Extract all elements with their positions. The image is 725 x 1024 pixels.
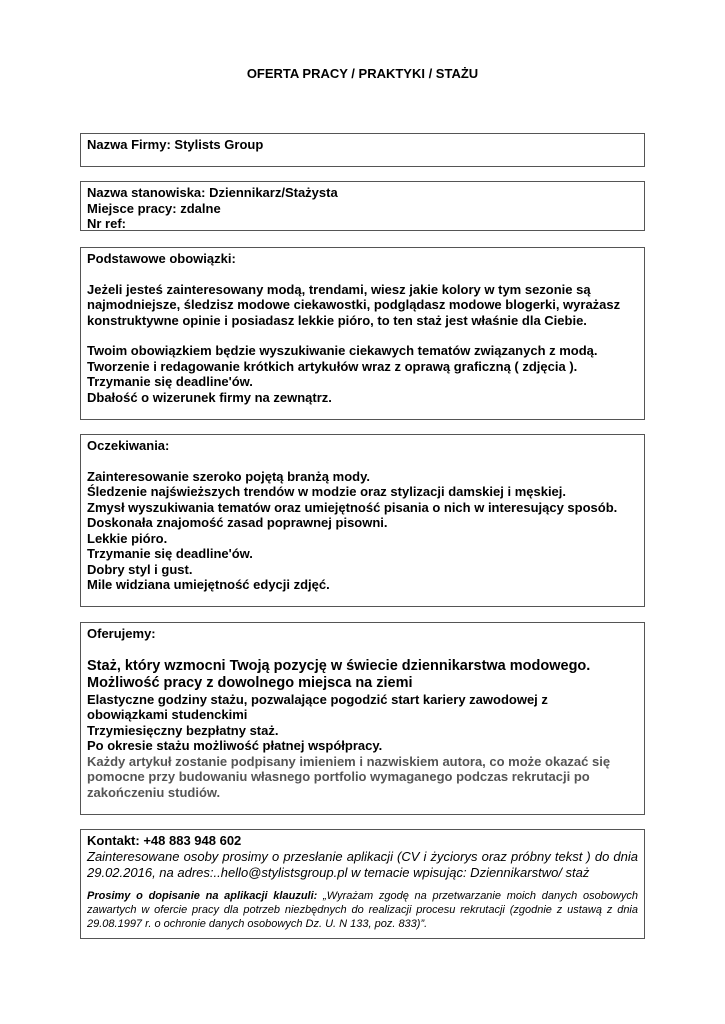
expectation-item: Dobry styl i gust. (87, 561, 193, 577)
offer-item: Trzymiesięczny bezpłatny staż. (87, 722, 279, 738)
expectation-item: Zainteresowanie szeroko pojętą branżą mody. (87, 468, 370, 484)
expectation-item: Śledzenie najświeższych trendów w modzie oraz stylizacji damskiej i męskiej. (87, 484, 567, 499)
duty-item: Dbałość o wizerunek firmy na zewnątrz. (87, 389, 332, 405)
offer-note: pomocne przy budowaniu własnego portfolio wymaganego podczas rekrutacji po (87, 769, 590, 784)
offer-heading: Oferujemy: (87, 626, 156, 641)
expectation-item: Lekkie pióro. (87, 530, 168, 546)
expectation-item: Mile widziana umiejętność edycji zdjęć. (87, 577, 330, 592)
duty-item: Twoim obowiązkiem będzie wyszukiwanie ciekawych tematów związanych z modą. (87, 343, 598, 358)
offer-item: obowiązkami studenckimi (87, 707, 248, 722)
duties-intro-line: konstruktywne opinie i posiadasz lekkie pióro, to ten staż jest właśnie dla Ciebie. (87, 312, 587, 328)
duties-intro-line: Jeżeli jesteś zainteresowany modą, trendami, wiesz jakie kolory w tym sezonie są (87, 281, 591, 297)
duty-item: Trzymanie się deadline'ów. (87, 374, 253, 389)
contact-box (80, 829, 645, 939)
contact-phone: Kontakt: +48 883 948 602 (87, 833, 242, 848)
position-box (80, 181, 645, 231)
clause-text: „Wyrażam zgodę na przetwarzanie moich danych osobowych zawartych w ofercie pracy dla potrzeb niezbędnych do realizacji procesu rekrutacji (zgodnie z ustawą z dnia 29.08.1997 r. o ochronie danych osobowych Dz. U. N 133, poz. 833)”. (87, 889, 638, 930)
contact-instructions: Zainteresowane osoby prosimy o przesłanie aplikacji (CV i życiorys oraz próbny tekst ) do dnia 29.02.2016, na adres:..hello@stylistsgroup.pl w temacie wpisując: Dziennikarstwo/ staż (87, 848, 638, 880)
expectation-item: Doskonała znajomość zasad poprawnej pisowni. (87, 515, 388, 530)
duties-heading: Podstawowe obowiązki: (87, 251, 236, 266)
offer-item: Elastyczne godziny stażu, pozwalające pogodzić start kariery zawodowej z (87, 691, 548, 707)
expectations-heading: Oczekiwania: (87, 438, 170, 453)
expectation-item: Zmysł wyszukiwania tematów oraz umiejętność pisania o nich w interesujący sposób. (87, 499, 618, 515)
offer-highlight: Staż, który wzmocni Twoją pozycję w świecie dziennikarstwa modowego. (87, 657, 591, 674)
offer-note: Każdy artykuł zostanie podpisany imieniem i nazwiskiem autora, co może okazać się (87, 753, 611, 769)
duties-intro-line: najmodniejsze, śledzisz modowe ciekawostki, podglądasz modowe blogerki, wyrażasz (87, 297, 621, 312)
position-name: Nazwa stanowiska: Dziennikarz/Stażysta (87, 185, 338, 200)
expectations-box (80, 434, 645, 607)
company-name: Nazwa Firmy: Stylists Group (87, 137, 264, 152)
offer-highlight: Możliwość pracy z dowolnego miejsca na ziemi (87, 674, 413, 691)
company-box (80, 133, 645, 167)
duties-box (80, 247, 645, 420)
offer-note: zakończeniu studiów. (87, 784, 221, 800)
clause-label: Prosimy o dopisanie na aplikacji klauzuli: (87, 889, 318, 902)
page-title: OFERTA PRACY / PRAKTYKI / STAŻU (246, 66, 479, 81)
duty-item: Tworzenie i redagowanie krótkich artykułów wraz z oprawą graficzną ( zdjęcia ). (87, 358, 578, 374)
offer-box (80, 622, 645, 815)
expectation-item: Trzymanie się deadline'ów. (87, 546, 253, 561)
data-clause (87, 889, 638, 931)
ref-number: Nr ref: (87, 216, 127, 231)
offer-item: Po okresie stażu możliwość płatnej współpracy. (87, 738, 383, 753)
work-location: Miejsce pracy: zdalne (87, 200, 221, 216)
